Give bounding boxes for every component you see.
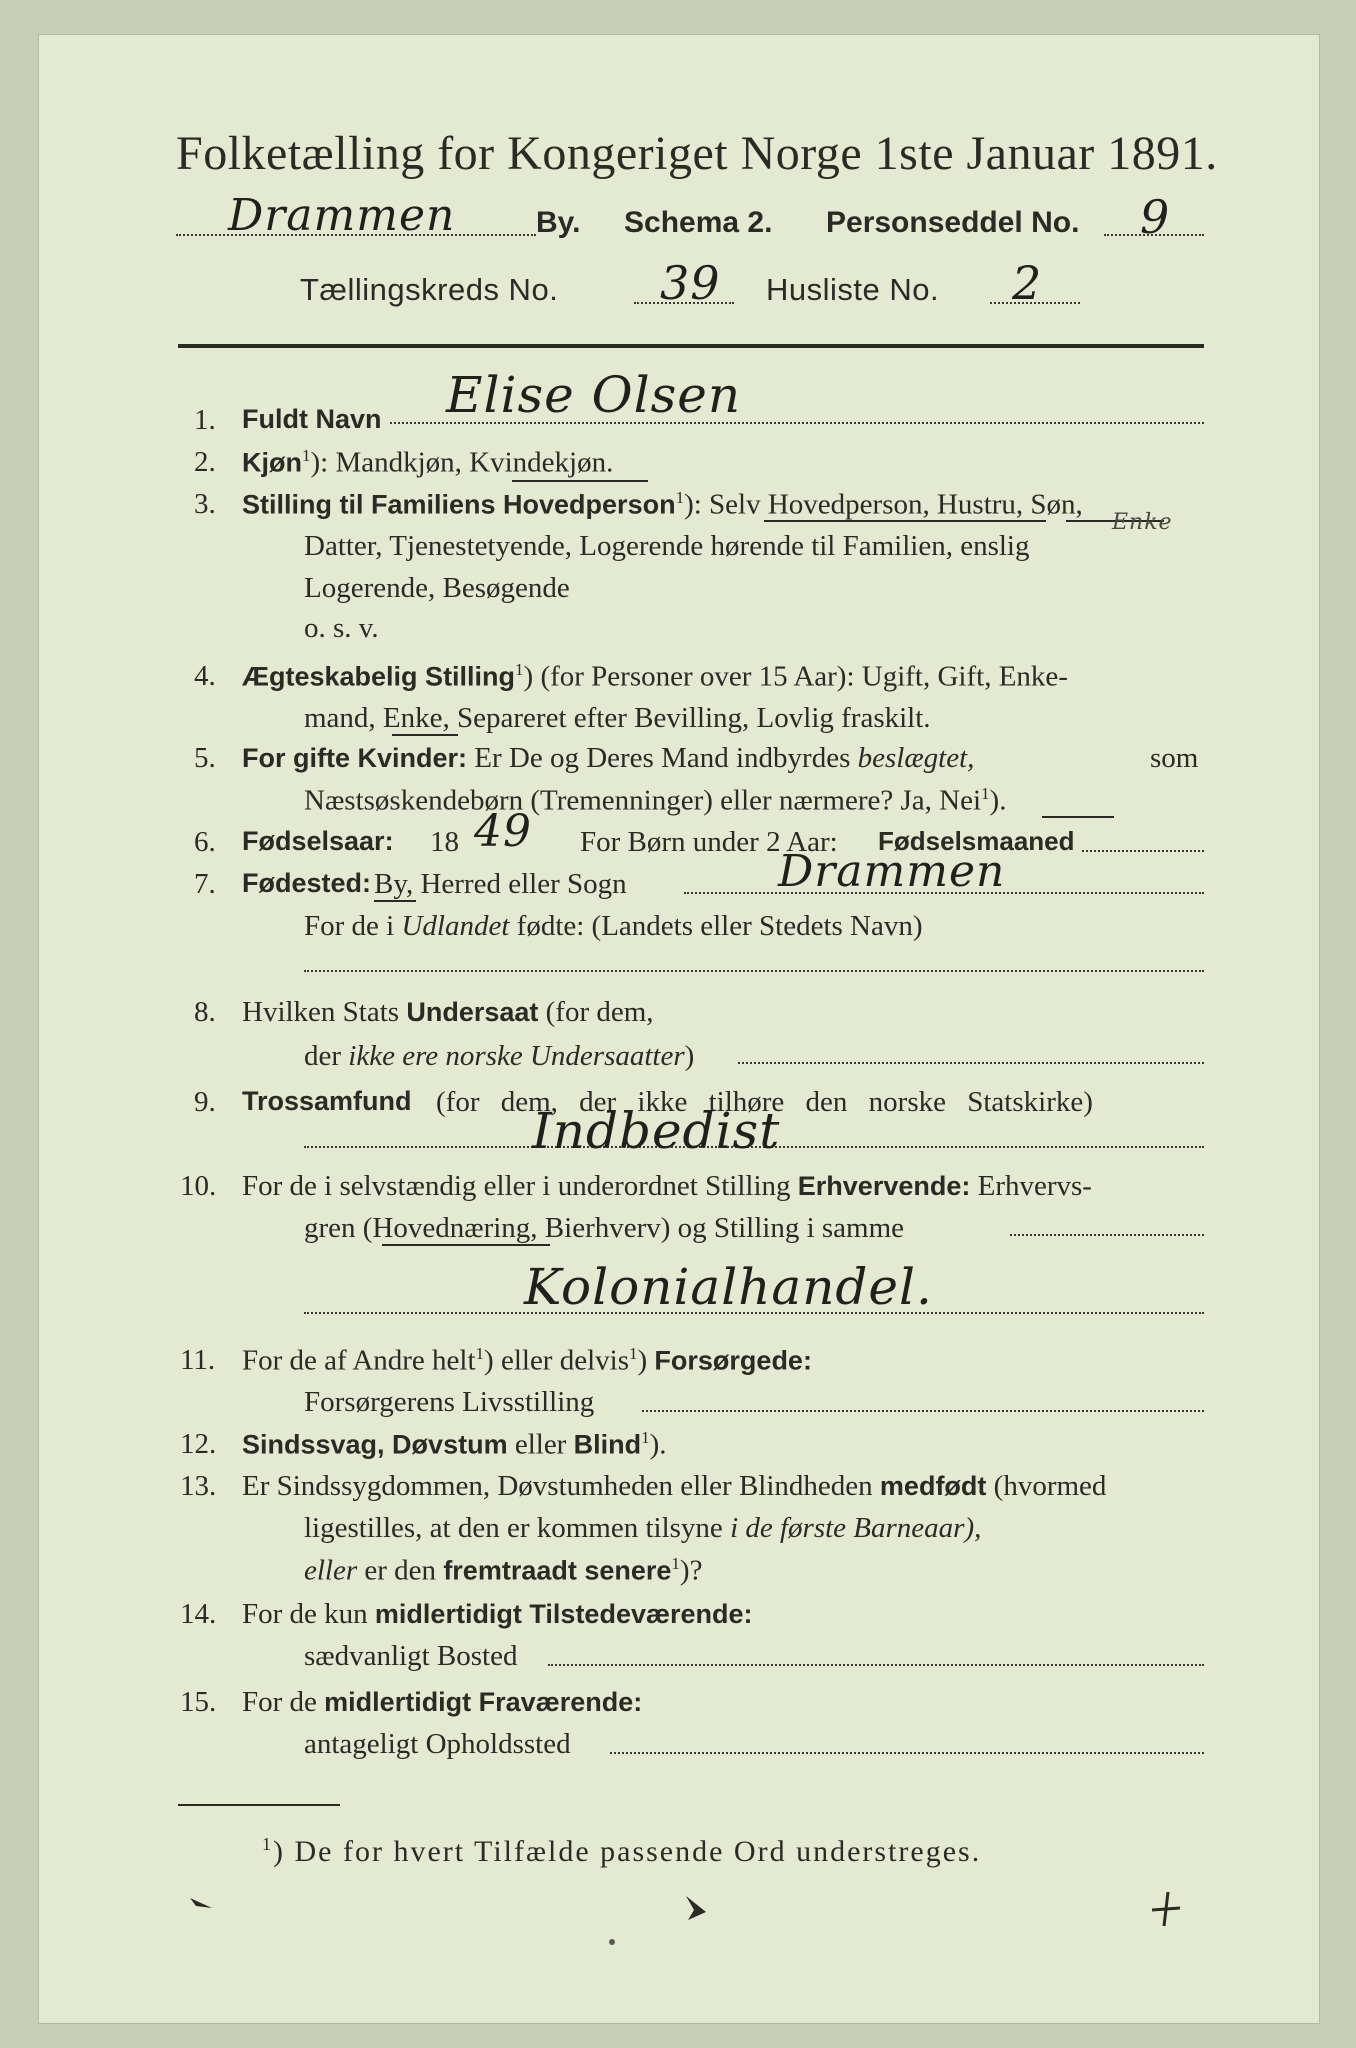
item15-text: For de bbox=[242, 1686, 317, 1718]
item-number: 1. bbox=[194, 404, 216, 436]
footnote-ref: 1 bbox=[671, 1554, 680, 1573]
item6-label2: Fødselsmaaned bbox=[878, 826, 1075, 856]
item5-label: For gifte Kvinder: bbox=[242, 743, 468, 773]
item13-ligestilles: ligestilles, at den er kommen tilsyne bbox=[304, 1512, 723, 1544]
item10-fill-line bbox=[1010, 1234, 1204, 1236]
footnote-ref: 1 bbox=[675, 488, 685, 507]
item5-nei: Nei bbox=[939, 784, 982, 817]
item4-line2: mand, Enke, Separeret efter Bevilling, Lovlig fraskilt. bbox=[304, 702, 931, 734]
item12-line1 bbox=[242, 1428, 667, 1462]
nei-underline bbox=[1042, 816, 1114, 818]
census-form-sheet bbox=[38, 34, 1320, 2024]
item13-barneaar: i de første Barneaar), bbox=[730, 1512, 982, 1544]
item6-fill-line bbox=[1082, 850, 1204, 852]
item-number: 5. bbox=[194, 742, 216, 774]
kreds-label: Tællingskreds No. bbox=[300, 272, 559, 307]
footnote-marker: 1 bbox=[262, 1834, 273, 1854]
item4-text: ) (for Personer over 15 Aar): Ugift, Gift, Enke- bbox=[523, 660, 1068, 693]
item13-line2 bbox=[304, 1512, 981, 1545]
item11-line2: Forsørgerens Livsstilling bbox=[304, 1386, 595, 1418]
item3-line4: o. s. v. bbox=[304, 612, 379, 644]
item7-label: Fødested: bbox=[242, 868, 372, 898]
item-number: 8. bbox=[194, 996, 216, 1028]
enke-underline bbox=[392, 734, 458, 736]
item7-birthplace-handwritten: Drammen bbox=[778, 846, 1006, 897]
city-handwritten: Drammen bbox=[228, 190, 456, 241]
item1-label: Fuldt Navn bbox=[242, 404, 382, 434]
item14-text: For de kun bbox=[242, 1598, 368, 1630]
item12-tail: ). bbox=[649, 1428, 667, 1461]
form-title: Folketælling for Kongeriget Norge 1ste Januar 1891. bbox=[176, 127, 1218, 180]
item7-line2 bbox=[304, 910, 923, 943]
item-number: 6. bbox=[194, 826, 216, 858]
footnote-ref: 1 bbox=[629, 1344, 638, 1363]
item13-er-den: er den bbox=[364, 1554, 437, 1587]
item8-der: der bbox=[304, 1040, 342, 1072]
personseddel-handwritten: 9 bbox=[1140, 190, 1171, 244]
item-number: 15. bbox=[180, 1686, 217, 1718]
item15-label: midlertidigt Fraværende: bbox=[324, 1687, 643, 1717]
personseddel-label: Personseddel No. bbox=[826, 206, 1080, 239]
item13-line1 bbox=[242, 1470, 1106, 1503]
item3-label: Stilling til Familiens Hovedperson bbox=[242, 489, 676, 520]
item-number: 3. bbox=[194, 488, 216, 520]
by-label: By. bbox=[536, 206, 581, 239]
kreds-handwritten: 39 bbox=[660, 256, 721, 310]
item10-line2: gren (Hovednæring, Bierhverv) og Stilling i samme bbox=[304, 1212, 905, 1244]
footnote-ref: 1 bbox=[641, 1428, 650, 1447]
item14-line1 bbox=[242, 1598, 753, 1631]
item7-for-de: For de i bbox=[304, 910, 395, 942]
item10-occupation-handwritten: Kolonialhandel. bbox=[524, 1258, 933, 1316]
schema-label: Schema 2. bbox=[624, 206, 773, 239]
item-number: 2. bbox=[194, 446, 216, 478]
item5-tail: ). bbox=[989, 784, 1007, 817]
item1-name-handwritten: Elise Olsen bbox=[446, 366, 742, 424]
item11-text: For de af Andre helt bbox=[242, 1344, 476, 1377]
item8-line2 bbox=[304, 1040, 694, 1073]
item3-line2: Datter, Tjenestetyende, Logerende hørende til Familien, enslig bbox=[304, 530, 1030, 562]
footnote bbox=[262, 1834, 981, 1869]
item3-handwritten-note: Enke bbox=[1112, 510, 1173, 535]
item12-label: Sindssvag, Døvstum bbox=[242, 1429, 508, 1460]
item9-text: (for dem, der ikke tilhøre den norske Statskirke) bbox=[436, 1086, 1093, 1118]
item-number: 10. bbox=[180, 1170, 217, 1202]
item6-year-handwritten: 49 bbox=[474, 806, 532, 857]
item7-text: By, Herred eller Sogn bbox=[374, 868, 627, 900]
header-rule bbox=[178, 344, 1204, 348]
item8-fill-line bbox=[738, 1062, 1204, 1064]
item8-close: ) bbox=[684, 1040, 695, 1072]
kvindekjon-underline bbox=[512, 480, 648, 482]
item13-line3 bbox=[304, 1554, 702, 1588]
item6-label: Fødselsaar: bbox=[242, 826, 394, 856]
item8-text: Hvilken Stats bbox=[242, 996, 400, 1028]
by-underline bbox=[374, 900, 416, 902]
item-number: 13. bbox=[180, 1470, 217, 1502]
footnote-ref: 1 bbox=[981, 784, 990, 803]
item12-text: eller bbox=[514, 1428, 567, 1461]
footnote-ref: 1 bbox=[515, 660, 524, 679]
item9-label: Trossamfund bbox=[242, 1086, 412, 1116]
husliste-handwritten: 2 bbox=[1012, 256, 1043, 310]
husliste-label: Husliste No. bbox=[766, 272, 940, 307]
item12-label2: Blind bbox=[573, 1429, 642, 1460]
item8-italic: ikke ere norske Undersaatter bbox=[348, 1040, 685, 1072]
hovednaering-underline bbox=[382, 1244, 550, 1246]
item11-delvis: ) eller delvis bbox=[484, 1344, 629, 1377]
item2-text: ): Mandkjøn, Kvindekjøn. bbox=[310, 446, 614, 479]
item11-close: ) bbox=[637, 1344, 648, 1377]
item13-eller: eller bbox=[304, 1554, 358, 1587]
footnote-rule bbox=[178, 1804, 340, 1806]
item7-landets: fødte: (Landets eller Stedets Navn) bbox=[516, 910, 923, 942]
footnote-text: ) De for hvert Tilfælde passende Ord understreges. bbox=[273, 1835, 982, 1868]
selv-hovedperson-underline bbox=[764, 520, 1046, 522]
item6-prefix: 18 bbox=[430, 826, 459, 858]
item10-erhvervs: Erhvervs- bbox=[977, 1170, 1092, 1202]
item15-fill-line bbox=[610, 1752, 1204, 1754]
item4-label: Ægteskabelig Stilling bbox=[242, 661, 516, 692]
item7-foreign-fill-line bbox=[304, 970, 1204, 972]
footnote-ref: 1 bbox=[302, 446, 311, 465]
item11-label: Forsørgede: bbox=[654, 1345, 812, 1376]
item5-beslaegtet: beslægtet, bbox=[857, 742, 975, 774]
item8-label: Undersaat bbox=[406, 997, 539, 1027]
item3-options: ): Selv Hovedperson, Hustru, Søn, bbox=[684, 488, 1083, 521]
item10-text: For de i selvstændig eller i underordnet Stilling bbox=[242, 1170, 791, 1202]
item-number: 11. bbox=[180, 1344, 216, 1376]
item8-line1 bbox=[242, 996, 654, 1029]
item7-udlandet: Udlandet bbox=[401, 910, 510, 942]
item13-label: medfødt bbox=[879, 1471, 987, 1501]
item14-fill-line bbox=[548, 1664, 1204, 1666]
item-number: 9. bbox=[194, 1086, 216, 1118]
item-number: 14. bbox=[180, 1598, 217, 1630]
item14-label: midlertidigt Tilstedeværende: bbox=[374, 1599, 753, 1629]
item14-line2: sædvanligt Bosted bbox=[304, 1640, 518, 1672]
item13-hvormed: (hvormed bbox=[993, 1470, 1107, 1502]
item9-faith-handwritten: Indbedist bbox=[532, 1102, 781, 1160]
item15-line1 bbox=[242, 1686, 642, 1719]
item3-line3: Logerende, Besøgende bbox=[304, 572, 570, 604]
item3-line1 bbox=[242, 488, 1083, 522]
item11-fill-line bbox=[642, 1410, 1204, 1412]
item4-line1 bbox=[242, 660, 1068, 694]
item5-line2 bbox=[304, 784, 1006, 818]
item6-text: For Børn under 2 Aar: bbox=[580, 826, 838, 858]
item8-paren: (for dem, bbox=[545, 996, 654, 1028]
item10-line1 bbox=[242, 1170, 1092, 1203]
item13-text: Er Sindssygdommen, Døvstumheden eller Blindheden bbox=[242, 1470, 873, 1502]
footnote-ref: 1 bbox=[475, 1344, 485, 1363]
item5-question: Næstsøskendebørn (Tremenninger) eller nærmere? Ja, bbox=[304, 784, 932, 817]
item5-line1 bbox=[242, 742, 974, 775]
item5-som: som bbox=[1150, 742, 1199, 774]
item-number: 12. bbox=[180, 1428, 217, 1460]
item10-label: Erhvervende: bbox=[797, 1171, 971, 1201]
item15-line2: antageligt Opholdssted bbox=[304, 1728, 571, 1760]
item5-text: Er De og Deres Mand indbyrdes bbox=[474, 742, 851, 774]
item13-label2: fremtraadt senere bbox=[443, 1555, 672, 1586]
item-number: 7. bbox=[194, 868, 216, 900]
item13-tail: )? bbox=[679, 1554, 703, 1587]
item2-label: Kjøn bbox=[242, 447, 302, 478]
item2-row bbox=[242, 446, 613, 480]
item-number: 4. bbox=[194, 660, 216, 692]
item11-line1 bbox=[242, 1344, 812, 1378]
